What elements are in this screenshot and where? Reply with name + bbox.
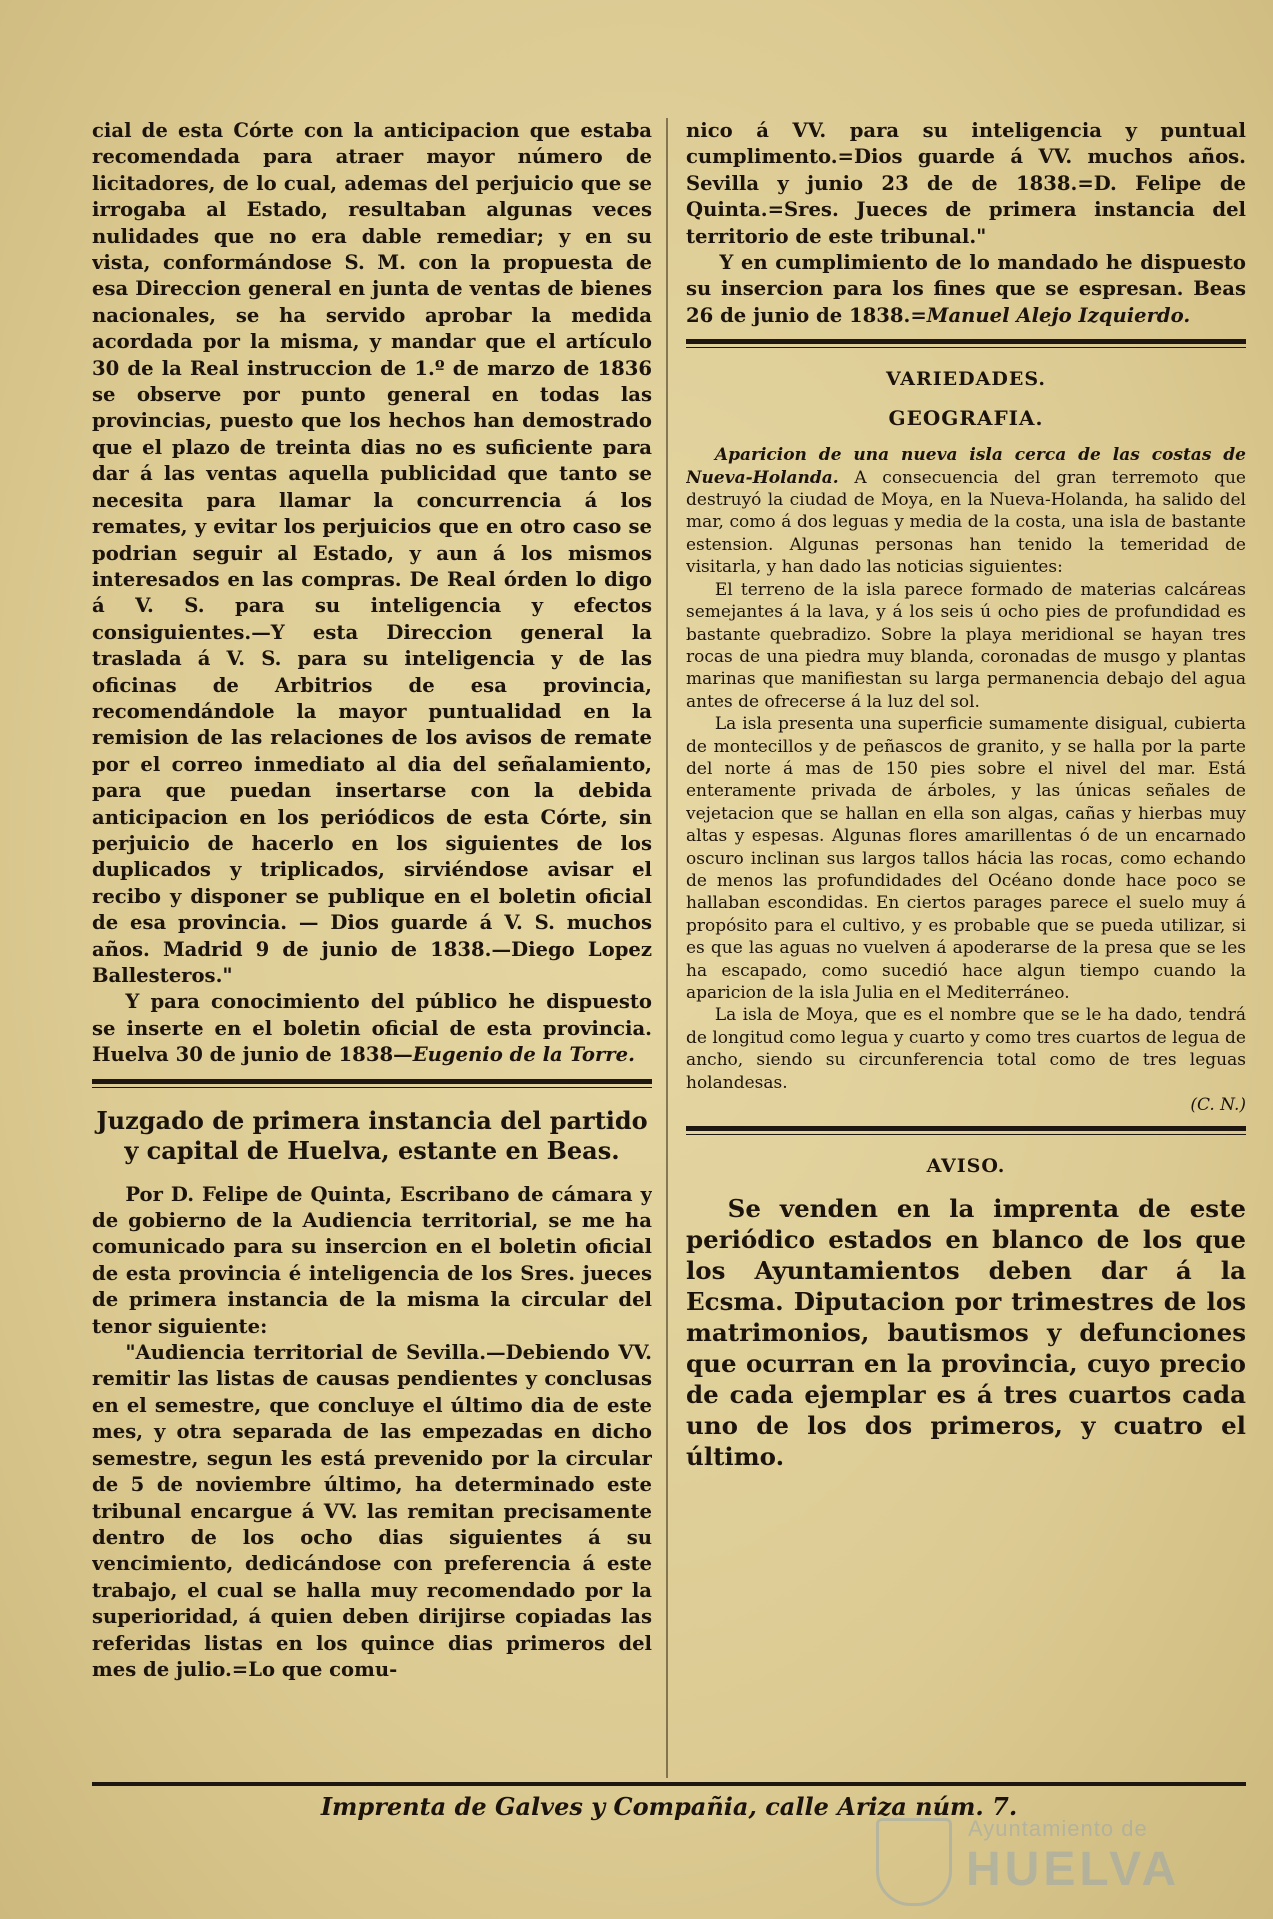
section-title-aviso: AVISO. <box>926 1155 1006 1178</box>
divider-thick <box>92 1079 652 1084</box>
left-paragraph-2 <box>92 989 652 1068</box>
watermark-line-1: Ayuntamiento de <box>968 1816 1148 1841</box>
watermark <box>876 1810 1236 1910</box>
divider-thin <box>686 1134 1246 1135</box>
right-paragraph-2-text: Y en cumplimiento de lo mandado he dispuesto su insercion para los fines que se espresan. Beas 26 de junio de 1838.= <box>686 251 1246 327</box>
geography-paragraph-3: La isla presenta una superficie sumamente disigual, cubierta de montecillos y de peñascos de granito, y se halla por la parte del norte á mas de 150 pies sobre el nivel del mar. Está enteramente privada de árboles, y las únicas señales de vejetacion que se hallan en ella son algas, cañas y hierbas muy altas y espesas. Algunas flores amarillentas ó de un encarnado oscuro inclinan sus largos tallos hácia las rocas, como echando de menos las profundidades del Océano donde hace poco se hallaban escondidas. En ciertos parages parece el suelo muy á propósito para el cultivo, y es probable que se pueda utilizar, si es que las aguas no vuelven á apoderarse de la presa que se les ha escapado, como sucedió hace algun tiempo cuando la aparicion de la isla Julia en el Mediterráneo. <box>686 714 1246 1003</box>
left-paragraph-4: "Audiencia territorial de Sevilla.—Debiendo VV. remitir las listas de causas pendientes y conclusas en el semestre, que concluye el último dia de este mes, y otra separada de las empezadas en dicho semestre, segun les está prevenido por la circular de 5 de noviembre último, ha determinado este tribunal encargue á VV. las remitan precisamente dentro de los ocho dias siguientes á su vencimiento, dedicándose con preferencia á este trabajo, el cual se halla muy recomendado por la superioridad, á quien deben dirijirse copiadas las referidas listas en los quince dias primeros del mes de julio.=Lo que comu- <box>92 1341 652 1681</box>
court-headline: Juzgado de primera instancia del partido y capital de Huelva, estante en Beas. <box>96 1105 648 1165</box>
geography-paragraph-2: El terreno de la isla parece formado de materias calcáreas semejantes á la lava, y á los seis ú ocho pies de profundidad es bastante quebradizo. Sobre la playa meridional se hayan tres rocas de una piedra muy blanda, coronadas de musgo y plantas marinas que manifiestan su larga permanencia debajo del agua antes de ofrecerse á la luz del sol. <box>686 579 1246 712</box>
left-paragraph-3: Por D. Felipe de Quinta, Escribano de cámara y de gobierno de la Audiencia territorial, se me ha comunicado para su insercion en el boletin oficial de esta provincia é inteligencia de los Sres. jueces de primera instancia de la misma la circular del tenor siguiente: <box>92 1182 652 1338</box>
left-column <box>92 118 652 1778</box>
right-paragraph-2 <box>686 250 1246 329</box>
left-paragraph-2-signature: Eugenio de la Torre. <box>412 1043 635 1067</box>
geography-paragraph-1-text: A consecuencia del gran terremoto que destruyó la ciudad de Moya, en la Nueva-Holanda, ha salido del mar, como á dos leguas y media de la costa, una isla de bastante estension. Algunas personas han tenido la temeridad de visitarla, y han dado las noticias siguientes: <box>686 467 1246 578</box>
divider-thick <box>686 1126 1246 1131</box>
geography-signature: (C. N.) <box>1190 1095 1246 1116</box>
left-paragraph-2-text: Y para conocimiento del público he dispuesto se inserte en el boletin oficial de esta provincia. Huelva 30 de junio de 1838— <box>92 990 652 1067</box>
divider-thick <box>686 339 1246 344</box>
sub-title-geografia: GEOGRAFIA. <box>888 406 1044 431</box>
divider-thin <box>686 347 1246 348</box>
column-divider <box>666 118 668 1778</box>
coat-of-arms-icon <box>876 1818 952 1906</box>
right-column <box>686 118 1246 1778</box>
right-paragraph-2-signature: Manuel Alejo Izquierdo. <box>926 303 1191 327</box>
aviso-text: Se venden en la imprenta de este periódico estados en blanco de los que los Ayuntamientos deben dar á la Ecsma. Diputacion por trimestres de los matrimonios, bautismos y defunciones que ocurran en la provincia, cuyo precio de cada ejemplar es á tres cuartos cada uno de los dos primeros, y cuatro el último. <box>686 1194 1246 1472</box>
divider-thin <box>92 1087 652 1088</box>
right-paragraph-1: nico á VV. para su inteligencia y puntual cumplimento.=Dios guarde á VV. muchos años. Sevilla y junio 23 de de 1838.=D. Felipe de Quinta.=Sres. Jueces de primera instancia del territorio de este tribunal." <box>686 119 1246 248</box>
left-paragraph-1: cial de esta Córte con la anticipacion que estaba recomendada para atraer mayor número de licitadores, de lo cual, ademas del perjuicio que se irrogaba al Estado, resultaban algunas veces nulidades que no era dable remediar; y en su vista, conformándose S. M. con la propuesta de esa Direccion general en junta de ventas de bienes nacionales, se ha servido aprobar la medida acordada por la misma, y mandar que el artículo 30 de la Real instruccion de 1.º de marzo de 1836 se observe por punto general en todas las provincias, puesto que los hechos han demostrado que el plazo de treinta dias no es suficiente para dar á las ventas aquella publicidad que tanto se necesita para llamar la concurrencia á los remates, y evitar los perjuicios que en otro caso se podrian seguir al Estado, y aun á los mismos interesados en las compras. De Real órden lo digo á V. S. para su inteligencia y efectos consiguientes.—Y esta Direccion general la traslada á V. S. para su inteligencia y de las oficinas de Arbitrios de esa provincia, recomendándole la mayor puntualidad en la remision de las relaciones de los avisos de remate por el correo inmediato al dia del señalamiento, para que puedan insertarse con la debida anticipacion en los periódicos de esta Córte, sin perjuicio de hacerlo en los siguientes de los duplicados y triplicados, sirviéndose avisar el recibo y disponer se publique en el boletin oficial de esa provincia. — Dios guarde á V. S. muchos años. Madrid 9 de junio de 1838.—Diego Lopez Ballesteros." <box>92 119 652 987</box>
footer-rule <box>92 1782 1246 1786</box>
section-title-variedades: VARIEDADES. <box>885 368 1046 391</box>
footer-imprint: Imprenta de Galves y Compañia, calle Ariza núm. 7. <box>320 1792 1018 1821</box>
geography-lead: Aparicion de una nueva isla cerca de las costas de Nueva-Holanda. <box>686 445 1246 488</box>
watermark-line-2: HUELVA <box>966 1843 1181 1896</box>
geography-paragraph-1 <box>686 444 1246 578</box>
geography-paragraph-4: La isla de Moya, que es el nombre que se le ha dado, tendrá de longitud como legua y cuarto y como tres cuartos de legua de ancho, siendo su circunferencia total como de tres leguas holandesas. <box>686 1005 1246 1093</box>
